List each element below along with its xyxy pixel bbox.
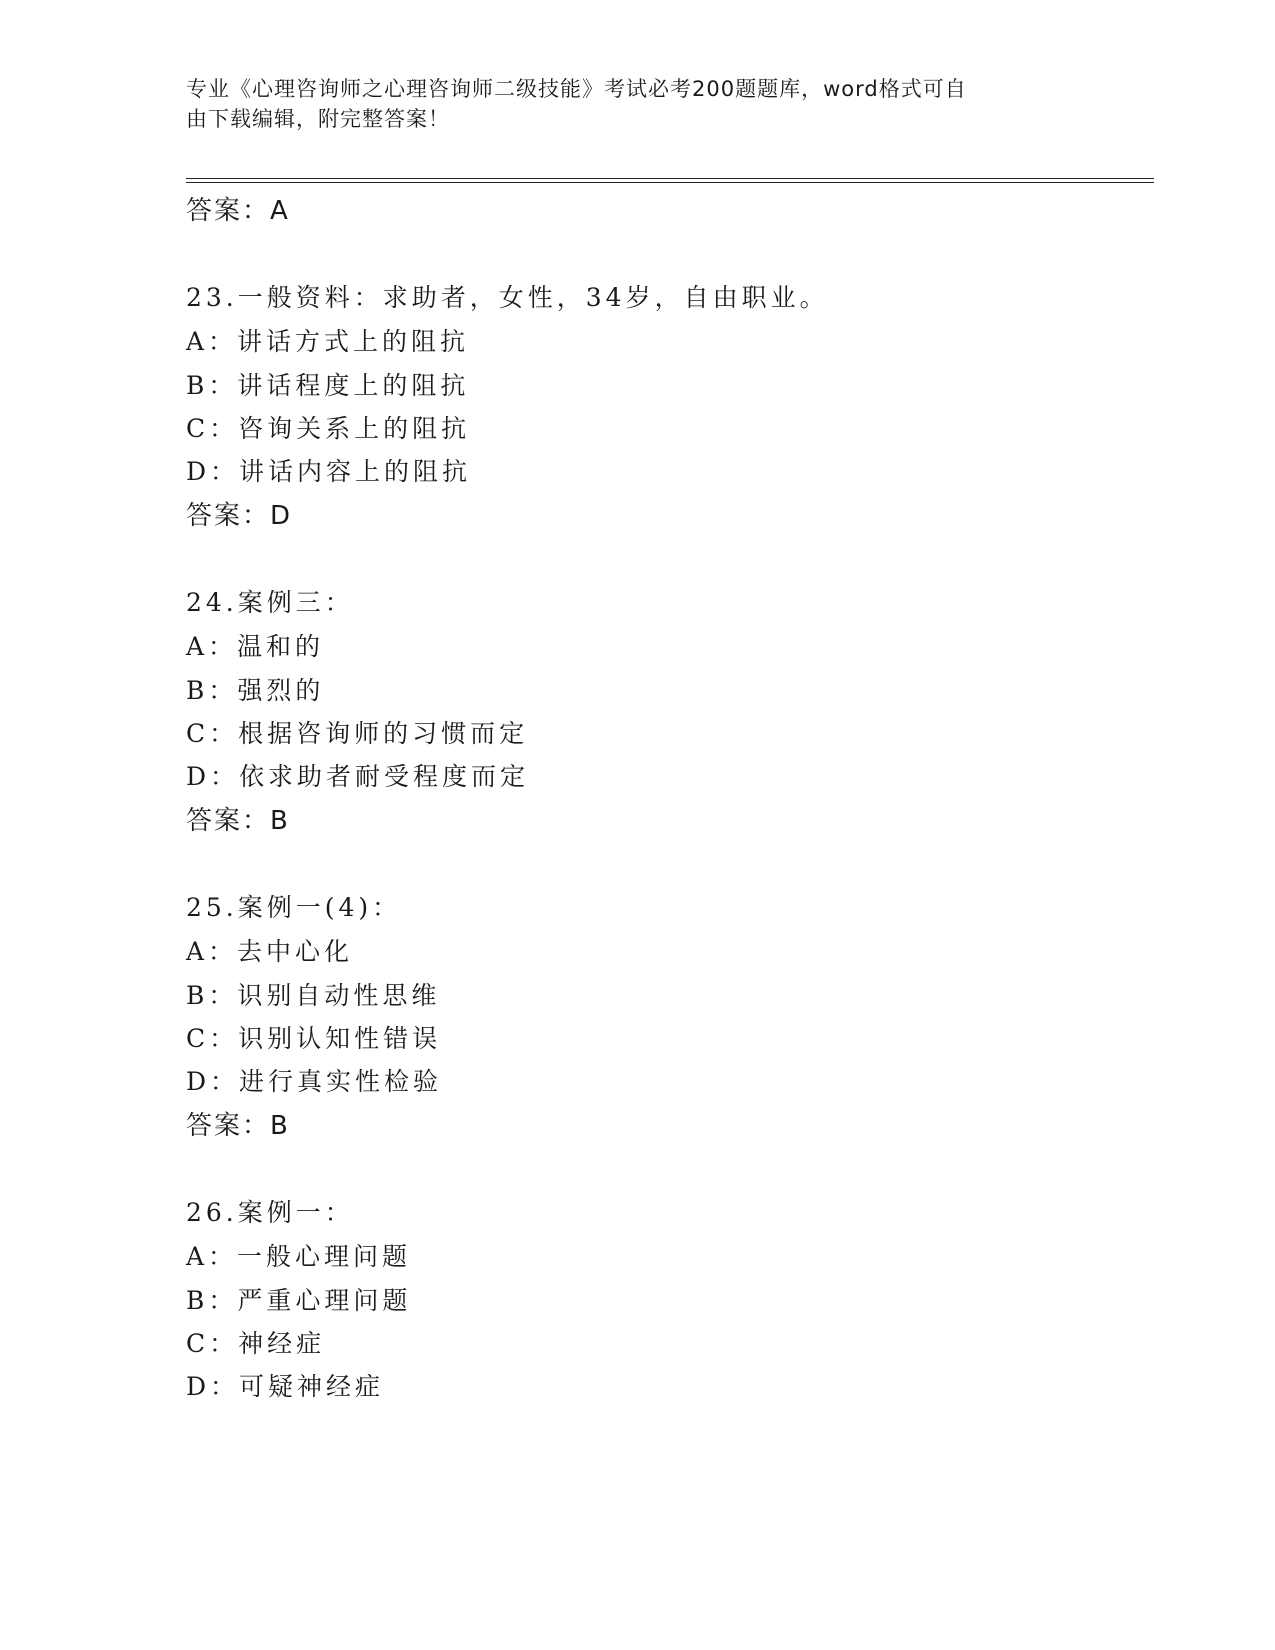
- question-25-option-d: D：进行真实性检验: [186, 1067, 443, 1096]
- header-line-1: 专业《心理咨询师之心理咨询师二级技能》考试必考200题题库，word格式可自: [186, 77, 967, 101]
- question-24-option-a: A：温和的: [186, 632, 325, 661]
- question-26-option-c: C：神经症: [186, 1329, 326, 1358]
- document-header: [186, 74, 1066, 134]
- question-24-option-c: C：根据咨询师的习惯而定: [186, 719, 529, 748]
- question-25-stem: 25.案例一(4)：: [186, 893, 402, 922]
- question-26-option-b: B：严重心理问题: [186, 1286, 412, 1315]
- question-23-answer: 答案：D: [186, 501, 293, 531]
- question-23-option-d: D：讲话内容上的阻抗: [186, 457, 472, 486]
- question-26-stem: 26.案例一：: [186, 1198, 354, 1227]
- question-25-option-a: A：去中心化: [186, 937, 354, 966]
- question-23-stem: 23.一般资料：求助者，女性，34岁，自由职业。: [186, 283, 829, 312]
- question-26-option-a: A：一般心理问题: [186, 1242, 412, 1271]
- question-23-option-b: B：讲话程度上的阻抗: [186, 371, 470, 400]
- previous-answer: 答案：A: [186, 196, 290, 226]
- question-24-answer: 答案：B: [186, 806, 290, 836]
- question-25-answer: 答案：B: [186, 1111, 290, 1141]
- question-25-option-c: C：识别认知性错误: [186, 1024, 442, 1053]
- question-24-option-b: B：强烈的: [186, 676, 325, 705]
- header-divider-bottom: [186, 182, 1154, 183]
- header-divider-top: [186, 178, 1154, 179]
- question-24-option-d: D：依求助者耐受程度而定: [186, 762, 530, 791]
- header-line-2: 由下载编辑，附完整答案！: [186, 107, 450, 131]
- question-26-option-d: D：可疑神经症: [186, 1372, 385, 1401]
- question-24-stem: 24.案例三：: [186, 588, 354, 617]
- question-23-option-a: A：讲话方式上的阻抗: [186, 327, 470, 356]
- question-25-option-b: B：识别自动性思维: [186, 981, 441, 1010]
- question-23-option-c: C：咨询关系上的阻抗: [186, 414, 471, 443]
